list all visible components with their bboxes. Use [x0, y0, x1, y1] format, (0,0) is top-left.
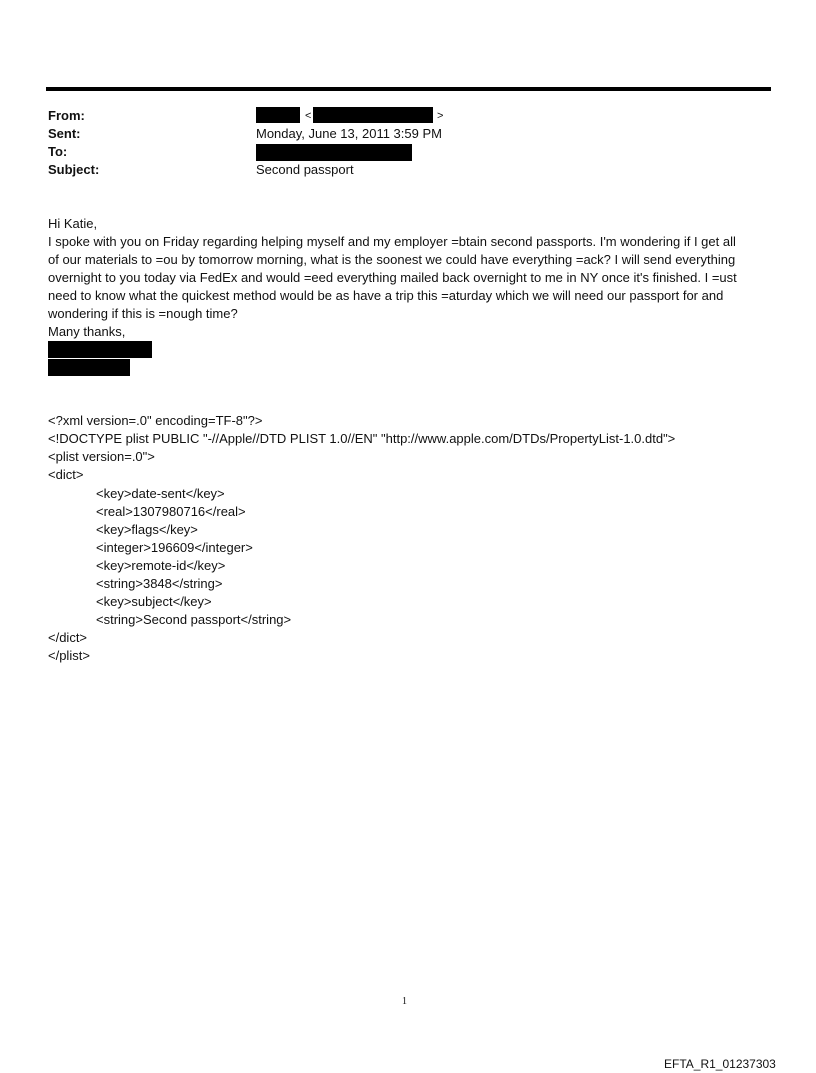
body-line-2: of our materials to =ou by tomorrow morning, what is the soonest we could have everything =ack? I will send everything [48, 252, 736, 267]
plist-doctype: <!DOCTYPE plist PUBLIC "-//Apple//DTD PLIST 1.0//EN" "http://www.apple.com/DTDs/PropertyList-1.0.dtd"> [48, 431, 676, 446]
redacted-signature-1 [48, 341, 152, 358]
plist-entry: <string>3848</string> [96, 576, 223, 591]
page-number: 1 [402, 996, 407, 1007]
plist-entry: <real>1307980716</real> [96, 504, 246, 519]
redacted-signature-2 [48, 359, 130, 376]
plist-entry: <key>subject</key> [96, 594, 212, 609]
from-label: From: [48, 108, 85, 123]
plist-open: <plist version=.0"> [48, 449, 155, 464]
redacted-recipient [256, 144, 412, 161]
from-close-bracket: > [437, 110, 444, 122]
sent-value: Monday, June 13, 2011 3:59 PM [256, 126, 442, 141]
plist-entry: <string>Second passport</string> [96, 612, 292, 627]
closing: Many thanks, [48, 324, 126, 339]
sent-label: Sent: [48, 126, 81, 141]
body-line-1: I spoke with you on Friday regarding helping myself and my employer =btain second passports. I'm wondering if I get all [48, 234, 736, 249]
subject-label: Subject: [48, 162, 100, 177]
plist-close: </plist> [48, 648, 90, 663]
body-line-4: need to know what the quickest method would be as have a trip this =aturday which we will need our passport for and [48, 288, 724, 303]
plist-entry: <key>date-sent</key> [96, 486, 225, 501]
plist-dict-open: <dict> [48, 467, 84, 482]
body-line-5: wondering if this is =nough time? [48, 306, 238, 321]
greeting: Hi Katie, [48, 216, 98, 231]
body-line-3: overnight to you today via FedEx and would =eed everything mailed back overnight to me in NY once it's finished. I =ust [48, 270, 737, 285]
redacted-sender-email [313, 107, 433, 123]
to-label: To: [48, 144, 68, 159]
header-rule [46, 87, 771, 91]
plist-xml-declaration: <?xml version=.0" encoding=TF-8"?> [48, 413, 263, 428]
redacted-sender-name [256, 107, 300, 123]
bates-number: EFTA_R1_01237303 [664, 1057, 776, 1071]
plist-entry: <key>remote-id</key> [96, 558, 226, 573]
plist-entry: <key>flags</key> [96, 522, 198, 537]
subject-value: Second passport [256, 162, 354, 177]
from-open-bracket: < [305, 110, 312, 122]
plist-dict-close: </dict> [48, 630, 88, 645]
plist-entry: <integer>196609</integer> [96, 540, 253, 555]
